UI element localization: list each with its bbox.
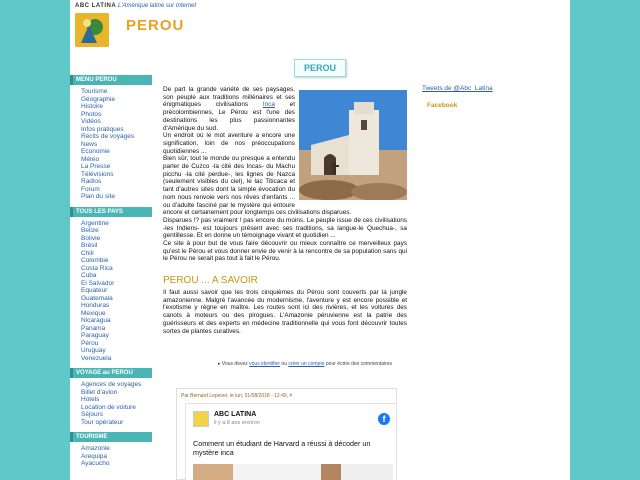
menu-item[interactable]: Histoire [81,103,104,110]
country-item[interactable]: Brésil [81,242,98,249]
voyage-list [70,378,152,432]
country-item[interactable]: Nicaragua [81,317,111,324]
tagline: L'Amérique latine sur Internet [118,3,197,9]
facebook-post-block [176,388,397,480]
countries-list [70,217,152,369]
inca-link[interactable]: Inca [262,101,275,109]
post-text[interactable]: Comment un étudiant de Harvard a réussi à décoder un mystère inca [193,439,371,457]
church-photo [299,90,407,200]
tourisme-heading: TOURISME [70,432,152,442]
tourisme-item[interactable]: Arequipa [81,452,108,460]
country-item[interactable]: Panama [81,324,106,332]
page-name[interactable]: ABC LATINA [214,411,257,418]
header [70,0,570,52]
page-avatar[interactable] [193,411,209,427]
voyage-item[interactable]: Agences de voyages [81,381,142,388]
bullet-icon: ▸ [218,361,222,367]
facebook-icon[interactable]: f [378,413,390,425]
menu-heading: MENU PEROU [70,75,152,85]
comment-notice [218,361,392,367]
section-title-button[interactable]: PEROU [294,59,346,77]
voyage-item[interactable]: Séjours [81,411,104,418]
tweets-link[interactable]: Tweets de @Abc_Latina [422,85,493,92]
country-item[interactable]: Guatemala [81,294,113,302]
page [70,0,570,480]
voyage-item[interactable]: Tour opérateur [81,418,124,426]
country-item[interactable]: Bolivie [81,234,101,242]
menu-item[interactable]: Radios [81,178,102,185]
menu-item[interactable]: Géographie [81,95,115,103]
facebook-card[interactable] [185,403,397,480]
country-item[interactable]: Uruguay [81,347,106,354]
post-time[interactable]: il y a 8 ans environ [214,420,260,426]
voyage-item[interactable]: Hotels [81,396,100,403]
tourisme-item[interactable]: Ayacucho [81,460,110,467]
post-meta-text: Par Bernard Lepever, le lun, 01/08/2018 - 12:49, [181,393,290,399]
country-item[interactable]: Equateur [81,287,108,294]
comment-prefix: Vous devez [221,361,250,367]
logo[interactable] [75,13,109,47]
menu-list [70,85,152,207]
country-item[interactable]: Chili [81,249,94,257]
comment-middle: ou [280,361,289,367]
country-item[interactable]: Mexique [81,309,106,317]
comment-suffix: pour écrire des commentaires [324,361,393,367]
intro-p5: Ce site à pour but de vous faire découvrir ou mieux connaître ce merveilleux pays qu'est le Pérou et vous donner envie de venir à la rencontre de sa population sans qui le Pérou ne serait pas tout à fait le Pérou. [163,240,407,263]
savoir-heading: PEROU ... A SAVOIR [163,275,258,286]
tourisme-item[interactable]: Amazonie [81,445,110,452]
intro-p3: Bien sûr, tout le monde ou presque a entendu parler de Cuzco -la cité des Incas- du Machu picchu -la cité perdue-, les lignes de Nazca (seulement visibles du ciel), le lac Titicaca et tant d'autres sites dont la simple évocation du nom nous renvoie vers nos rêves d'enfants ... ou d'adulte fasciné par le mystère qui entoure encore et certainement pour longtemps ces civilisations disparues. [163,155,352,217]
voyage-item[interactable]: Billet d'avion [81,388,118,396]
menu-item[interactable]: Tourisme [81,88,108,95]
menu-item[interactable]: News [81,140,98,148]
sidebar [70,75,152,474]
intro-p1-start: De part la grande variété de ses paysages, son peuple aux traditions millénaires et ses énigmatiques civilisations [163,86,295,109]
country-item[interactable]: El Salvador [81,279,115,287]
menu-item[interactable]: Forum [81,185,100,193]
voyage-heading: VOYAGE au PEROU [70,368,152,378]
country-item[interactable]: Belize [81,227,99,234]
menu-item[interactable]: Vidéos [81,118,101,125]
page-title: PEROU [126,17,185,34]
login-link[interactable]: vous identifier [249,361,281,367]
logo-icon [75,13,109,47]
menu-item[interactable]: Infos pratiques [81,125,124,133]
country-item[interactable]: Pérou [81,339,99,347]
post-permalink[interactable]: # [289,393,293,399]
menu-item[interactable]: Météo [81,155,100,163]
intro-p4: Disparues !? pas vraiment ! pas encore du moins. Le peuple issue de ces civilisations -les Indiens- est toujours présent avec ses traditions, sa langue-le Quechua-, sa gentillesse. Et en donne un témoignage vivant et quotidien ... [163,216,407,240]
menu-item[interactable]: Récits de voyages [81,133,135,140]
countries-heading: TOUS LES PAYS [70,207,152,217]
menu-item[interactable]: Plan du site [81,193,115,200]
menu-item[interactable]: Photos [81,110,102,118]
country-item[interactable]: Honduras [81,302,110,309]
right-column [422,77,542,109]
facebook-heading: Facebook [427,102,458,109]
brand-text: ABC LATINA [75,3,117,9]
menu-item[interactable]: Economie [81,148,110,155]
intro-p1-end: et précolombiennes, Le Pérou est l'une des destinations les plus passionnantes d'Amérique du sud. [163,101,295,132]
country-item[interactable]: Cuba [81,272,97,279]
church-image [299,90,407,200]
country-item[interactable]: Argentine [81,219,109,227]
menu-item[interactable]: Télévisions [81,170,114,178]
country-item[interactable]: Colombie [81,257,109,264]
post-photo[interactable] [193,464,393,480]
post-meta [177,389,396,403]
intro-text [163,86,407,263]
tourisme-list [70,442,152,474]
intro-p2: Un endroit où le mot aventure a encore une signification, loin de nos préoccupations quotidiennes ... [163,132,295,155]
menu-item[interactable]: La Presse [81,163,111,170]
savoir-text: Il faut aussi savoir que les trois cinquièmes du Pérou sont couverts par la jungle amazonienne. Malgré l'avancée du modernisme, l'aventure y est encore possible et l'exotisme y règne en maître. Les routes sont ici des rivières, et les voitures des canots à moteurs ou des pirogues. L'Amazonie péruvienne est la patrie des guérisseurs et des experts en médecine traditionnelle qui vous font découvrir toutes sortes de plantes curatives. [163,289,407,335]
country-item[interactable]: Costa Rica [81,264,113,272]
country-item[interactable]: Venezuela [81,354,112,362]
country-item[interactable]: Paraguay [81,332,109,339]
voyage-item[interactable]: Location de voiture [81,403,136,411]
register-link[interactable]: créer un compte [288,361,325,367]
